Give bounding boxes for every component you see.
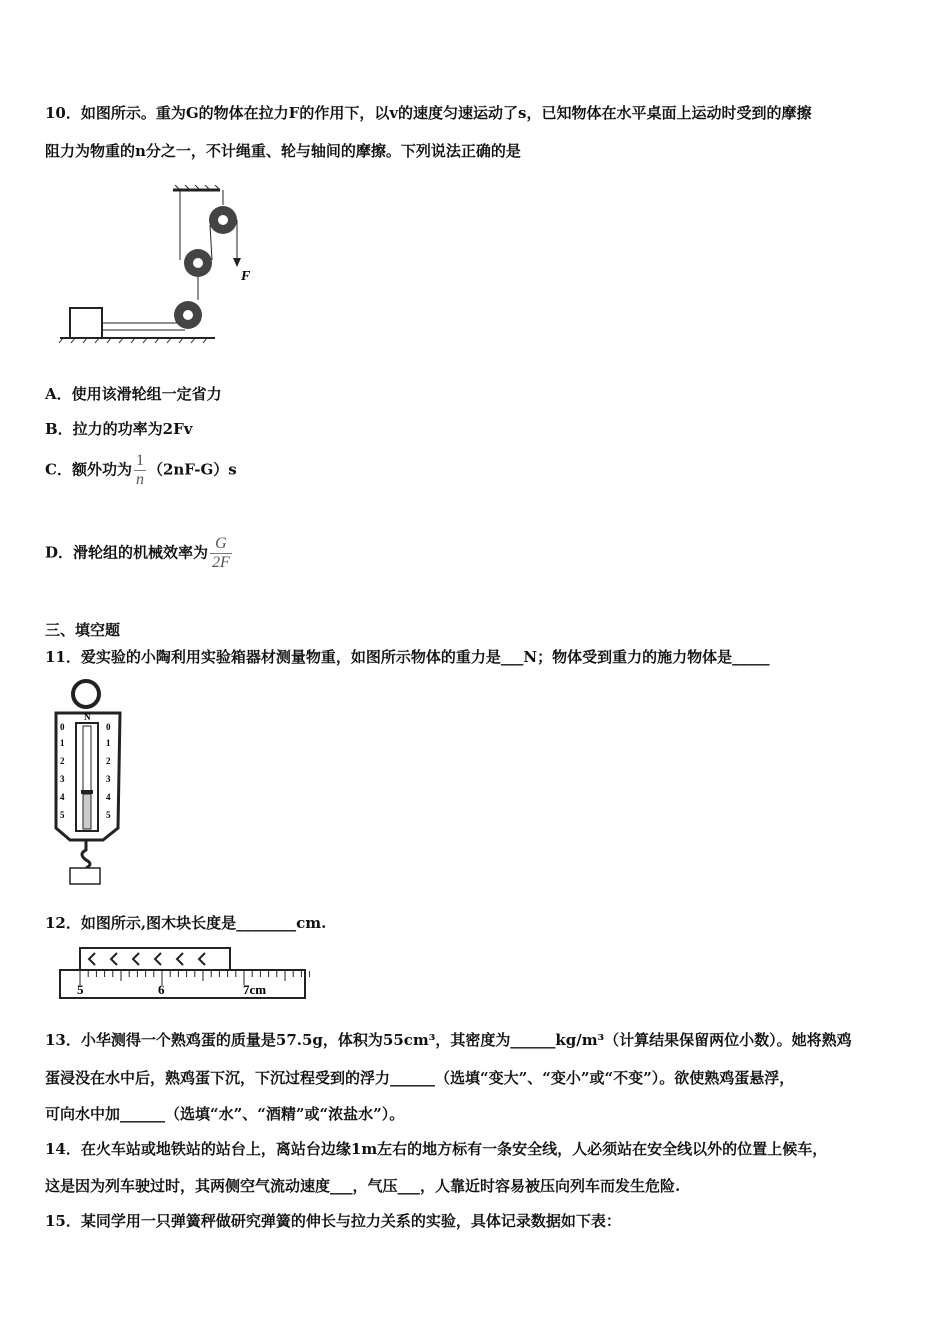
- option-b: B．拉力的功率为2Fv: [45, 420, 193, 438]
- option-d: [45, 535, 234, 572]
- svg-text:5: 5: [77, 982, 84, 997]
- q14-line2: 这是因为列车驶过时，其两侧空气流动速度___，气压___，人靠近时容易被压向列车而发生危险.: [45, 1177, 681, 1195]
- svg-text:0: 0: [60, 722, 65, 732]
- section-heading: 三、填空题: [45, 621, 121, 639]
- pulley-figure: [55, 185, 275, 345]
- option-c: [45, 452, 237, 489]
- q10-line2: 阻力为物重的n分之一，不计绳重、轮与轴间的摩擦。下列说法正确的是: [45, 142, 521, 160]
- option-a: A．使用该滑轮组一定省力: [45, 385, 222, 403]
- fraction-1-n: [134, 452, 146, 489]
- option-d-prefix: D．滑轮组的机械效率为: [45, 543, 209, 562]
- svg-text:1: 1: [106, 738, 111, 748]
- unit-label: N: [84, 712, 91, 722]
- frac-num: G: [210, 535, 232, 554]
- q12-text: 12．如图所示,图木块长度是________cm.: [45, 914, 327, 932]
- svg-text:1: 1: [60, 738, 65, 748]
- frac-den: 2F: [212, 554, 230, 571]
- frac-num: 1: [135, 452, 144, 469]
- svg-text:3: 3: [60, 774, 65, 784]
- svg-text:3: 3: [106, 774, 111, 784]
- spring-scale-figure: [48, 678, 128, 888]
- svg-text:5: 5: [60, 810, 65, 820]
- q13-line1: 13．小华测得一个熟鸡蛋的质量是57.5g，体积为55cm³，其密度为______kg/m³（计算结果保留两位小数）。她将熟鸡: [45, 1031, 852, 1049]
- force-label: F: [241, 269, 251, 284]
- q13-line3: 可向水中加______（选填“水”、“酒精”或“浓盐水”）。: [45, 1105, 405, 1123]
- svg-text:0: 0: [106, 722, 111, 732]
- q14-line1: 14．在火车站或地铁站的站台上，离站台边缘1m左右的地方标有一条安全线，人必须站在安全线以外的位置上候车，: [45, 1140, 828, 1158]
- q13-line2: 蛋浸没在水中后，熟鸡蛋下沉，下沉过程受到的浮力______（选填“变大”、“变小”或“不变”）。欲使熟鸡蛋悬浮，: [45, 1069, 795, 1087]
- ruler-figure: [55, 945, 310, 1003]
- q15-text: 15．某同学用一只弹簧秤做研究弹簧的伸长与拉力关系的实验，具体记录数据如下表：: [45, 1212, 621, 1230]
- svg-text:7cm: 7cm: [243, 982, 267, 997]
- fraction-g-2f: [210, 535, 232, 572]
- svg-text:4: 4: [60, 792, 65, 802]
- frac-den: n: [135, 471, 144, 488]
- option-c-prefix: C．额外功为: [45, 460, 132, 479]
- svg-text:6: 6: [158, 982, 165, 997]
- svg-text:4: 4: [106, 792, 111, 802]
- q11-text: 11．爱实验的小陶利用实验箱器材测量物重，如图所示物体的重力是___N；物体受到重力的施力物体是_____: [45, 648, 770, 666]
- q10-line1: 10．如图所示。重为G的物体在拉力F的作用下，以v的速度匀速运动了s，已知物体在水平桌面上运动时受到的摩擦: [45, 104, 812, 122]
- svg-text:5: 5: [106, 810, 111, 820]
- option-c-suffix: （2nF-G）s: [147, 460, 237, 479]
- svg-text:2: 2: [106, 756, 111, 766]
- svg-text:2: 2: [60, 756, 65, 766]
